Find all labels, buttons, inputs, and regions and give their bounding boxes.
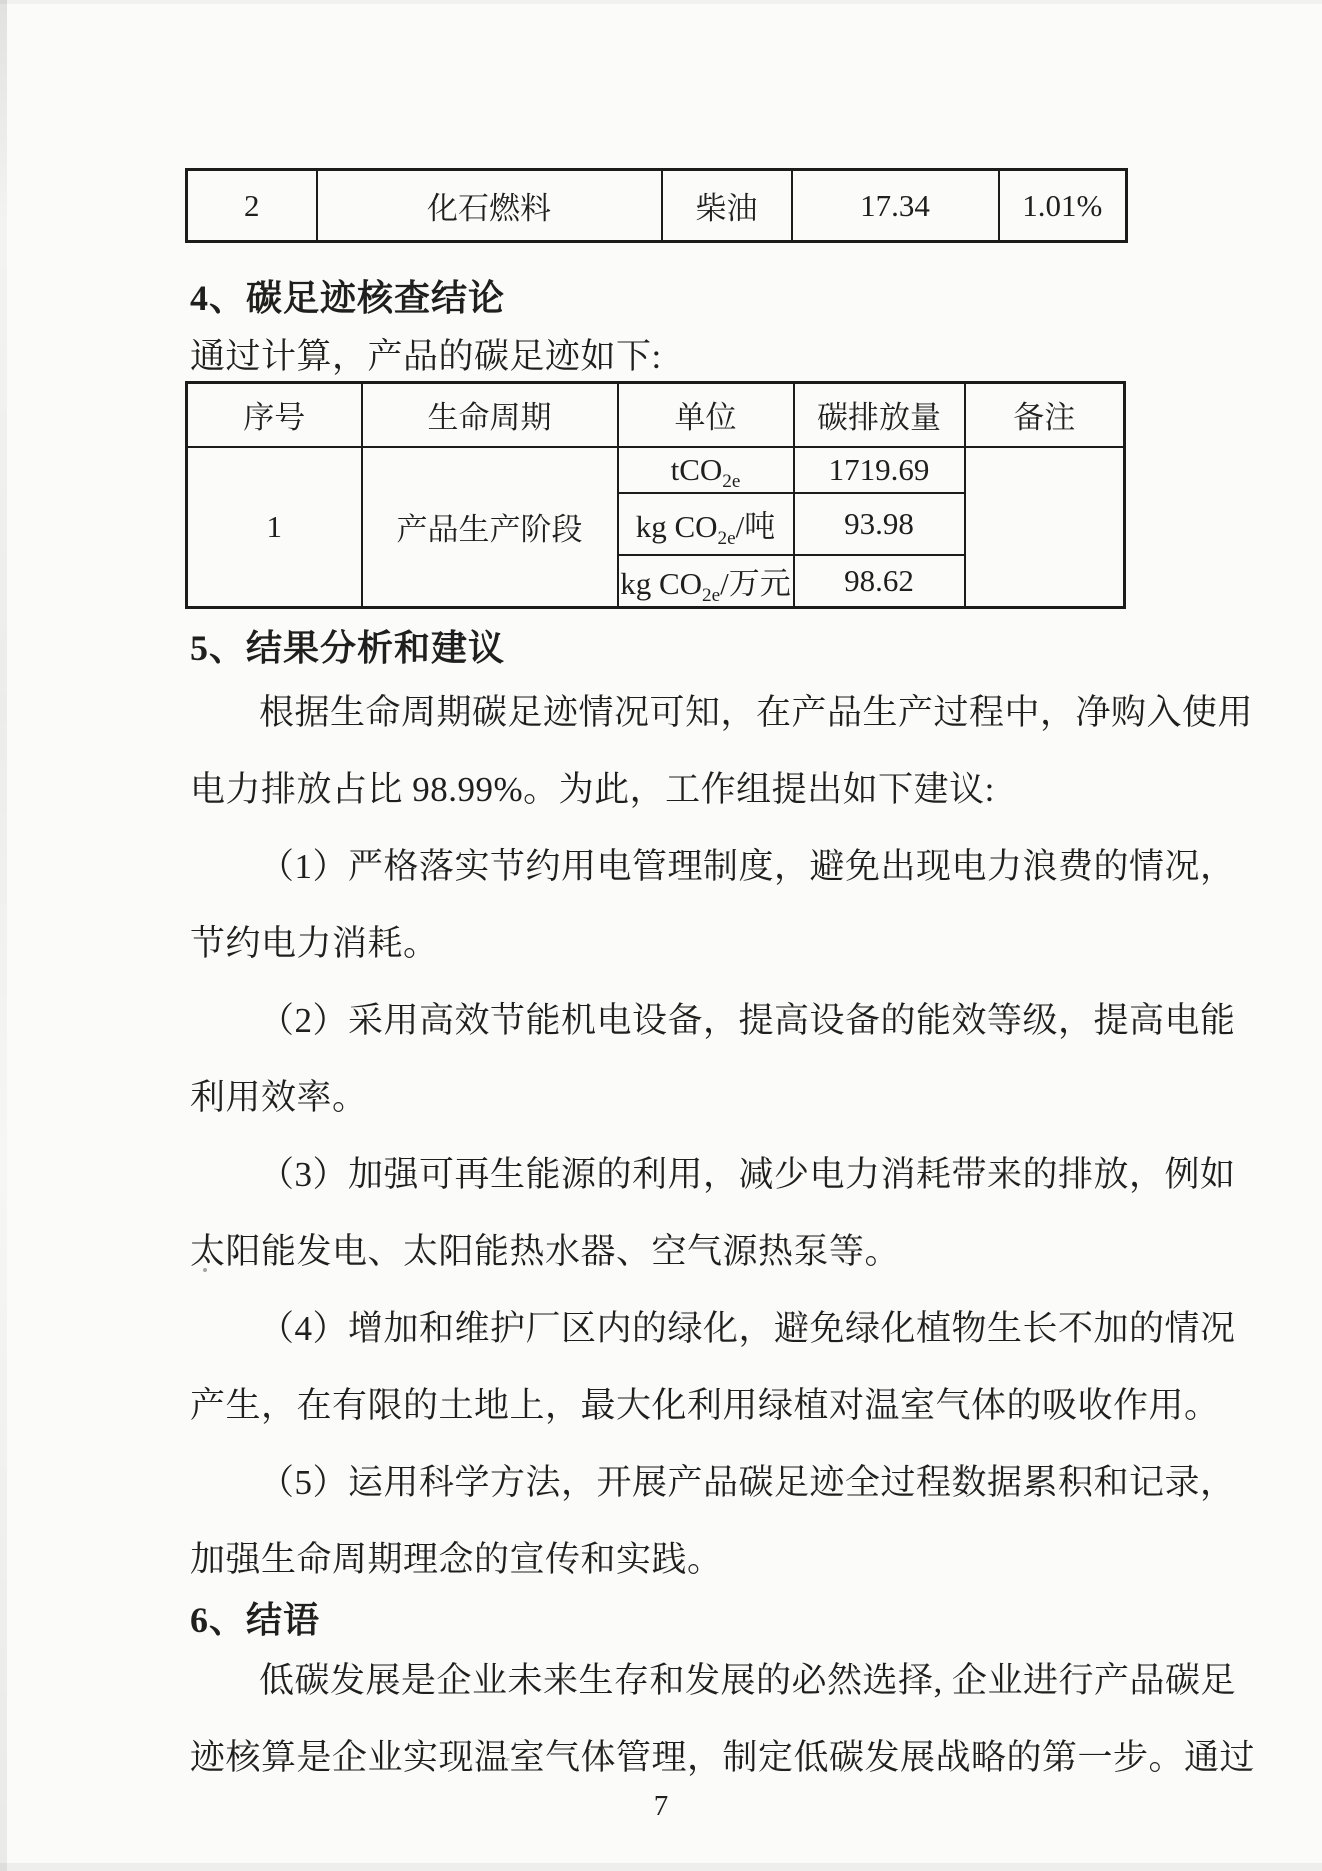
unit-text: tCO: [670, 451, 723, 487]
row-no-cell: 1: [187, 447, 362, 608]
emission-source-table: [185, 168, 1128, 243]
unit-cell: [618, 447, 794, 493]
unit-suffix: /万元: [720, 566, 791, 602]
header-remark: 备注: [965, 383, 1125, 447]
unit-subscript: 2e: [702, 585, 721, 607]
emission-value-cell: 93.98: [794, 493, 965, 555]
paragraph-line: 迹核算是企业实现温室气体管理，制定低碳发展战略的第一步。通过: [190, 1738, 1256, 1777]
paragraph-line: （2）采用高效节能机电设备，提高设备的能效等级，提高电能: [259, 1001, 1236, 1040]
unit-subscript: 2e: [722, 470, 741, 492]
footprint-table: [185, 381, 1126, 609]
page-number: 7: [653, 1790, 669, 1822]
unit-subscript: 2e: [717, 528, 736, 550]
unit-suffix: /吨: [735, 509, 776, 544]
section4-heading: 4、碳足迹核查结论: [190, 278, 506, 318]
row-share-cell: 1.01%: [999, 170, 1127, 242]
unit-cell: [618, 493, 794, 555]
paragraph-line: 利用效率。: [190, 1078, 368, 1117]
emission-source-table-fragment: [185, 168, 1128, 243]
table-header-row: [187, 383, 1125, 447]
paragraph-line: 节约电力消耗。: [190, 924, 439, 963]
emission-value-cell: 98.62: [794, 555, 965, 608]
unit-text: kg CO: [635, 509, 718, 544]
scan-artifact-bottom-edge: [0, 1863, 1322, 1871]
table-row: [187, 447, 1125, 493]
unit-text: kg CO: [620, 566, 703, 602]
header-no: 序号: [187, 383, 362, 447]
table-row: [187, 170, 1127, 242]
unit-cell: [618, 555, 794, 608]
scan-artifact-top-edge: [0, 0, 1322, 4]
section6-heading: 6、结语: [190, 1600, 321, 1640]
paragraph-line: 加强生命周期理念的宣传和实践。: [190, 1540, 723, 1579]
footprint-table-wrapper: [185, 381, 1126, 609]
paragraph-line: 低碳发展是企业未来生存和发展的必然选择, 企业进行产品碳足: [259, 1661, 1237, 1700]
paragraph-line: 产生，在有限的土地上，最大化利用绿植对温室气体的吸收作用。: [190, 1386, 1220, 1425]
paragraph-line: （1）严格落实节约用电管理制度，避免出现电力浪费的情况，: [259, 847, 1236, 886]
paragraph-line: 根据生命周期碳足迹情况可知，在产品生产过程中，净购入使用: [259, 693, 1254, 732]
header-unit: 单位: [618, 383, 794, 447]
paragraph-line: （4）增加和维护厂区内的绿化，避免绿化植物生长不加的情况: [259, 1309, 1236, 1348]
row-no-cell: 2: [187, 170, 317, 242]
paragraph-line: （3）加强可再生能源的利用，减少电力消耗带来的排放，例如: [259, 1155, 1236, 1194]
remark-cell: [965, 447, 1125, 608]
emission-value-cell: 1719.69: [794, 447, 965, 493]
header-emission: 碳排放量: [794, 383, 965, 447]
paragraph-line: 电力排放占比 98.99%。为此，工作组提出如下建议:: [190, 770, 995, 809]
lifecycle-cell: 产品生产阶段: [362, 447, 618, 608]
header-lifecycle: 生命周期: [362, 383, 618, 447]
row-amount-cell: 17.34: [792, 170, 999, 242]
section4-intro: 通过计算，产品的碳足迹如下:: [190, 337, 662, 376]
row-category-cell: 化石燃料: [317, 170, 662, 242]
section5-heading: 5、结果分析和建议: [190, 628, 506, 668]
paragraph-line: （5）运用科学方法，开展产品碳足迹全过程数据累积和记录，: [259, 1463, 1236, 1502]
paragraph-line: 太阳能发电、太阳能热水器、空气源热泵等。: [190, 1232, 901, 1271]
row-item-cell: 柴油: [662, 170, 792, 242]
scan-artifact-left-edge: [0, 0, 7, 1871]
